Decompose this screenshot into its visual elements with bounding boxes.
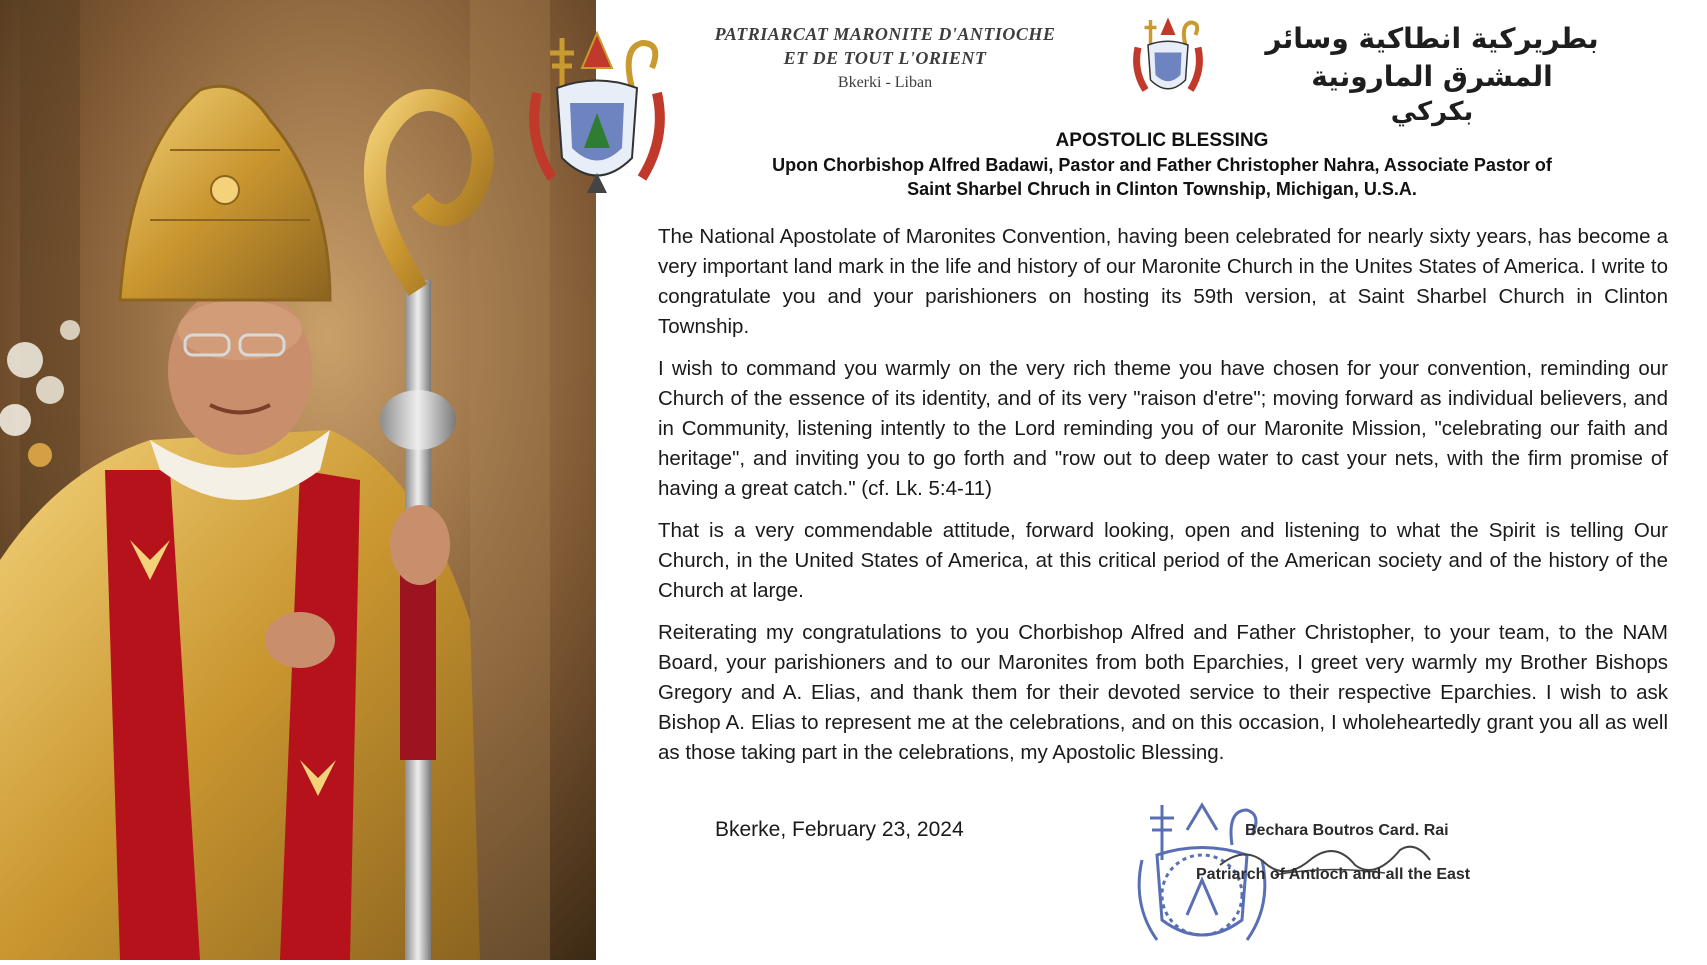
document-title-block (652, 128, 1672, 201)
document-subheading-1: Upon Chorbishop Alfred Badawi, Pastor and Father Christopher Nahra, Associate Pastor of (772, 155, 1552, 175)
document-heading: APOSTOLIC BLESSING (1055, 130, 1269, 151)
paragraph-2: I wish to command you warmly on the very rich theme you have chosen for your convention, reminding our Church of the essence of its identity, and of its very "raison d'etre"; moving forward as individual believers, and in Community, listening intently to the Lord reminding you of our Maronite Mission, "celebrating our faith and heritage", and inviting you to go forth and "row out to deep water to cast your nets, with the firm promise of having a great catch." (cf. Lk. 5:4-11) (658, 357, 1668, 500)
arabic-line-1: بطريركية انطاكية وسائر المشرق المارونية (1265, 22, 1599, 93)
letterhead-location: Bkerki - Liban (837, 74, 933, 91)
arabic-line-2: بكركي (1390, 97, 1474, 127)
letterhead-line-2: ET DE TOUT L'ORIENT (783, 48, 987, 68)
arabic-letterhead (1232, 20, 1632, 128)
patriarchal-crest-small (1130, 15, 1206, 110)
patriarch-photo (0, 0, 596, 960)
patriarchal-crest-large (522, 28, 672, 213)
paragraph-1: The National Apostolate of Maronites Convention, having been celebrated for nearly sixty years, has become a very important land mark in the life and history of our Maronite Church in the Unites States of America. I write to congratulate you and your parishioners on hosting its 59th version, at Saint Sharbel Church in Clinton Township. (658, 225, 1668, 338)
paragraph-4: Reiterating my congratulations to you Chorbishop Alfred and Father Christopher, to your team, to the NAM Board, your parishioners and to our Maronites from both Eparchies, I greet very warmly my Brother Bishops Gregory and A. Elias, and thank them for their devoted service to their respective Eparchies. I wish to ask Bishop A. Elias to represent me at the celebrations, and on this occasion, I wholeheartedly grant you all as well as those taking part in the celebrations, my Apostolic Blessing. (658, 621, 1668, 764)
letter-body (658, 222, 1668, 780)
dateline: Bkerke, February 23, 2024 (715, 818, 964, 841)
french-letterhead (700, 22, 1070, 96)
letterhead-line-1: PATRIARCAT MARONITE D'ANTIOCHE (714, 24, 1056, 44)
signatory-name: Bechara Boutros Card. Rai (1245, 822, 1449, 839)
signatory-title: Patriarch of Antioch and all the East (1196, 866, 1471, 883)
paragraph-3: That is a very commendable attitude, forward looking, open and listening to what the Spirit is telling Our Church, in the United States of America, at this critical period of the American society and of the history of the Church at large. (658, 519, 1668, 602)
document-subheading-2: Saint Sharbel Chruch in Clinton Township, Michigan, U.S.A. (907, 179, 1417, 199)
